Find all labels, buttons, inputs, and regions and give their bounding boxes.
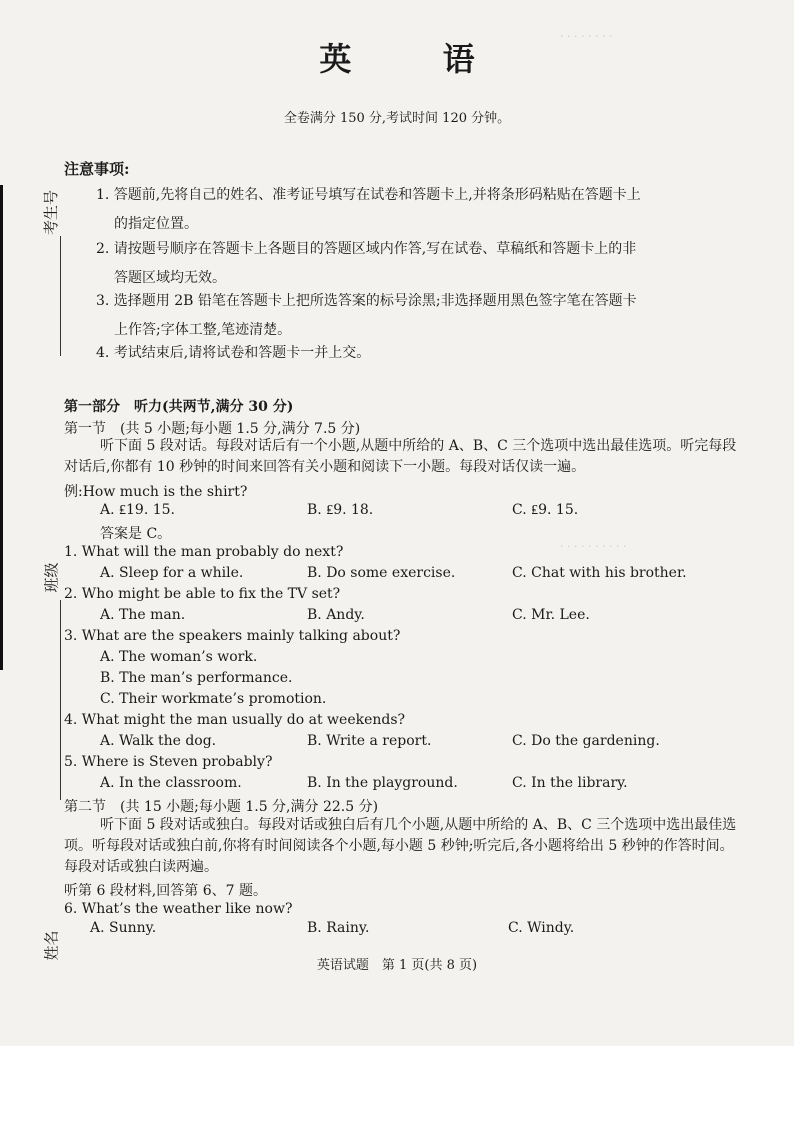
notice-item-3-cont: 上作答;字体工整,笔迹清楚。 [114, 322, 292, 338]
side-label-name: 姓名 [42, 930, 61, 961]
option-b: B. The man’s performance. [100, 670, 293, 686]
example-answer: 答案是 C。 [100, 526, 172, 542]
exam-subtitle: 全卷满分 150 分,考试时间 120 分钟。 [283, 111, 511, 126]
page-footer: 英语试题 第 1 页(共 8 页) [316, 958, 478, 973]
page-title: 英 语 [319, 40, 515, 78]
option-b: B. Write a report. [307, 733, 432, 749]
side-rule [60, 236, 61, 356]
option-a: A. The man. [100, 607, 186, 623]
option-c: C. Windy. [508, 920, 575, 936]
option-b: B. In the playground. [307, 775, 458, 791]
bleed-through-text: · · · · · · · · · · [560, 540, 627, 553]
option-a: A. ₤19. 15. [100, 502, 175, 518]
notice-item-2: 2. 请按题号顺序在答题卡上各题目的答题区域内作答,写在试卷、草稿纸和答题卡上的非 [96, 241, 637, 257]
section-instructions: 听下面 5 段对话或独白。每段对话或独白后有几个小题,从题中所给的 A、B、C 三个选项中选出最佳选项。听每段对话或独白前,你将有时间阅读各个小题,每小题 5 秒钟;听完后,各小题将给出 5 秒钟的作答时间。每段对话或独白读两遍。 [64, 817, 737, 875]
side-rule [60, 600, 61, 800]
option-a: A. Sleep for a while. [100, 565, 244, 581]
question-2: 2. Who might be able to fix the TV set? [64, 586, 341, 602]
material-label: 听第 6 段材料,回答第 6、7 题。 [64, 883, 267, 899]
option-b: B. Do some exercise. [307, 565, 456, 581]
section-instructions: 听下面 5 段对话。每段对话后有一个小题,从题中所给的 A、B、C 三个选项中选出最佳选项。听完每段对话后,你都有 10 秒钟的时间来回答有关小题和阅读下一小题。每段对话仅读一遍。 [64, 438, 737, 475]
option-a: A. Sunny. [90, 920, 157, 936]
example-question: 例:How much is the shirt? [64, 484, 248, 500]
part-heading: 第一部分 听力(共两节,满分 30 分) [64, 399, 294, 415]
option-a: A. Walk the dog. [100, 733, 217, 749]
side-label-exam-no: 考生号 [42, 189, 61, 236]
question-1: 1. What will the man probably do next? [64, 544, 344, 560]
option-b: B. Rainy. [307, 920, 370, 936]
notice-item-4: 4. 考试结束后,请将试卷和答题卡一并上交。 [96, 345, 371, 361]
notice-item-1: 1. 答题前,先将自己的姓名、准考证号填写在试卷和答题卡上,并将条形码粘贴在答题卡上 [96, 187, 641, 203]
option-a: A. The woman’s work. [100, 649, 258, 665]
option-c: C. Mr. Lee. [512, 607, 590, 623]
bleed-through-text: · · · · · · · · [560, 30, 613, 43]
side-label-class: 班级 [42, 562, 61, 593]
option-c: C. Do the gardening. [512, 733, 660, 749]
notice-item-2-cont: 答题区域均无效。 [114, 270, 226, 286]
question-4: 4. What might the man usually do at weekends? [64, 712, 406, 728]
section-heading: 第一节 (共 5 小题;每小题 1.5 分,满分 7.5 分) [64, 421, 361, 437]
notice-item-3: 3. 选择题用 2B 铅笔在答题卡上把所选答案的标号涂黑;非选择题用黑色签字笔在答题卡 [96, 293, 637, 309]
option-c: C. Their workmate’s promotion. [100, 691, 327, 707]
option-c: C. Chat with his brother. [512, 565, 687, 581]
question-3: 3. What are the speakers mainly talking about? [64, 628, 401, 644]
binding-edge-bar [0, 185, 3, 670]
option-b: B. ₤9. 18. [307, 502, 374, 518]
option-a: A. In the classroom. [100, 775, 242, 791]
question-6: 6. What’s the weather like now? [64, 901, 293, 917]
question-5: 5. Where is Steven probably? [64, 754, 273, 770]
section-heading: 第二节 (共 15 小题;每小题 1.5 分,满分 22.5 分) [64, 799, 379, 815]
option-c: C. In the library. [512, 775, 628, 791]
notice-heading: 注意事项: [64, 160, 130, 178]
option-b: B. Andy. [307, 607, 365, 623]
notice-item-1-cont: 的指定位置。 [114, 216, 198, 232]
option-c: C. ₤9. 15. [512, 502, 579, 518]
